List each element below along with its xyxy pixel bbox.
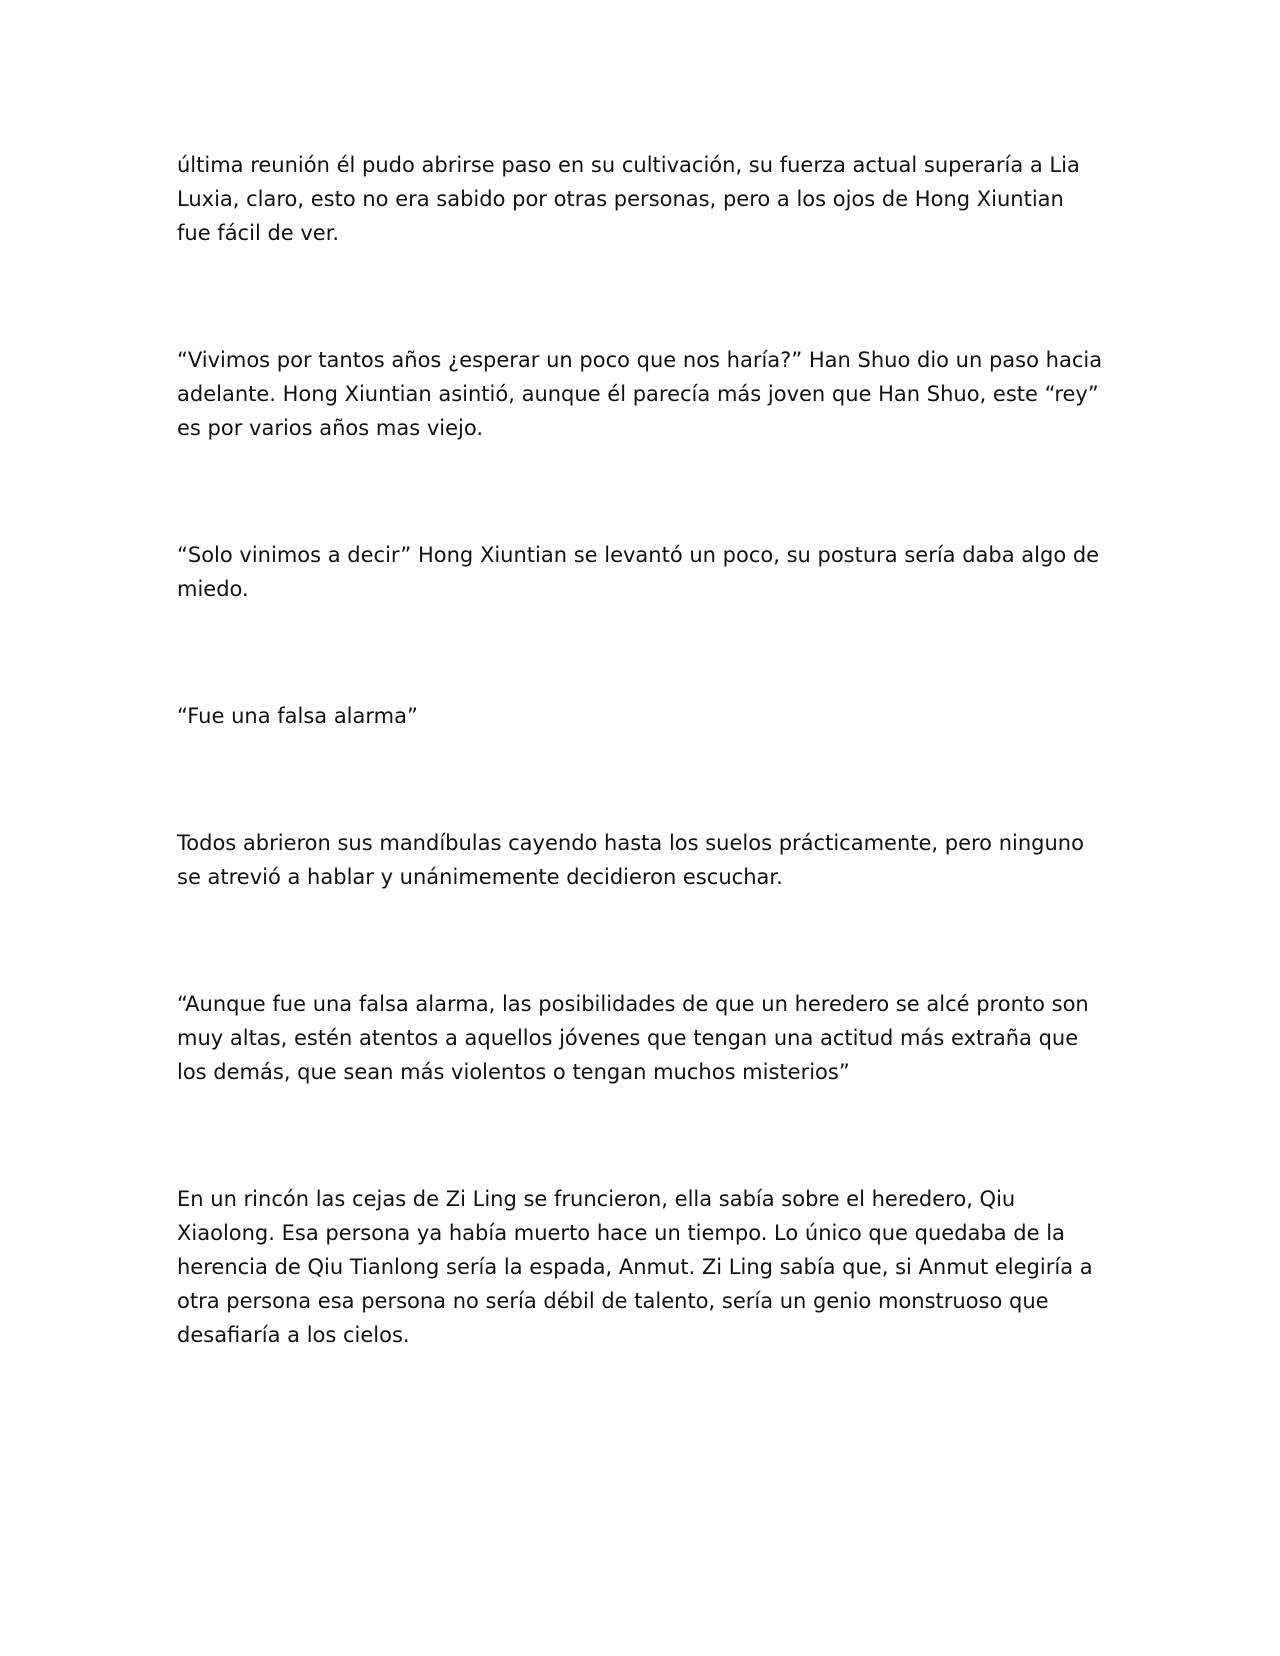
paragraph-4: [177, 699, 1097, 733]
text-line: última reunión él pudo abrirse paso en su cultivación, su fuerza actual superaría a Lia: [177, 153, 1080, 177]
paragraph-5: [177, 826, 1097, 894]
text-line: herencia de Qiu Tianlong sería la espada, Anmut. Zi Ling sabía que, si Anmut elegiría a: [177, 1255, 1093, 1279]
text-line: En un rincón las cejas de Zi Ling se fruncieron, ella sabía sobre el heredero, Qiu: [177, 1187, 1016, 1211]
text-line: es por varios años mas viejo.: [177, 416, 484, 440]
text-line: muy altas, estén atentos a aquellos jóvenes que tengan una actitud más extraña que: [177, 1026, 1079, 1050]
paragraph-7: [177, 1182, 1097, 1352]
text-line: fue fácil de ver.: [177, 221, 340, 245]
text-line: miedo.: [177, 577, 249, 601]
paragraph-2: [177, 343, 1103, 445]
text-line: se atrevió a hablar y unánimemente decidieron escuchar.: [177, 865, 783, 889]
text-line: “Fue una falsa alarma”: [177, 704, 418, 728]
text-line: adelante. Hong Xiuntian asintió, aunque él parecía más joven que Han Shuo, este “rey”: [177, 382, 1099, 406]
text-line: otra persona esa persona no sería débil de talento, sería un genio monstruoso que: [177, 1289, 1049, 1313]
paragraph-6: [177, 987, 1097, 1089]
text-line: “Solo vinimos a decir” Hong Xiuntian se levantó un poco, su postura sería daba algo de: [177, 543, 1100, 567]
paragraph-1: [177, 148, 1097, 250]
text-line: “Aunque fue una falsa alarma, las posibilidades de que un heredero se alcé pronto son: [177, 992, 1089, 1016]
paragraph-3: [177, 538, 1100, 606]
text-line: Luxia, claro, esto no era sabido por otras personas, pero a los ojos de Hong Xiuntian: [177, 187, 1064, 211]
text-line: “Vivimos por tantos años ¿esperar un poco que nos haría?” Han Shuo dio un paso hacia: [177, 348, 1103, 372]
text-line: los demás, que sean más violentos o tengan muchos misterios”: [177, 1060, 850, 1084]
text-line: Xiaolong. Esa persona ya había muerto hace un tiempo. Lo único que quedaba de la: [177, 1221, 1065, 1245]
text-line: Todos abrieron sus mandíbulas cayendo hasta los suelos prácticamente, pero ninguno: [177, 831, 1084, 855]
text-line: desafiaría a los cielos.: [177, 1323, 410, 1347]
